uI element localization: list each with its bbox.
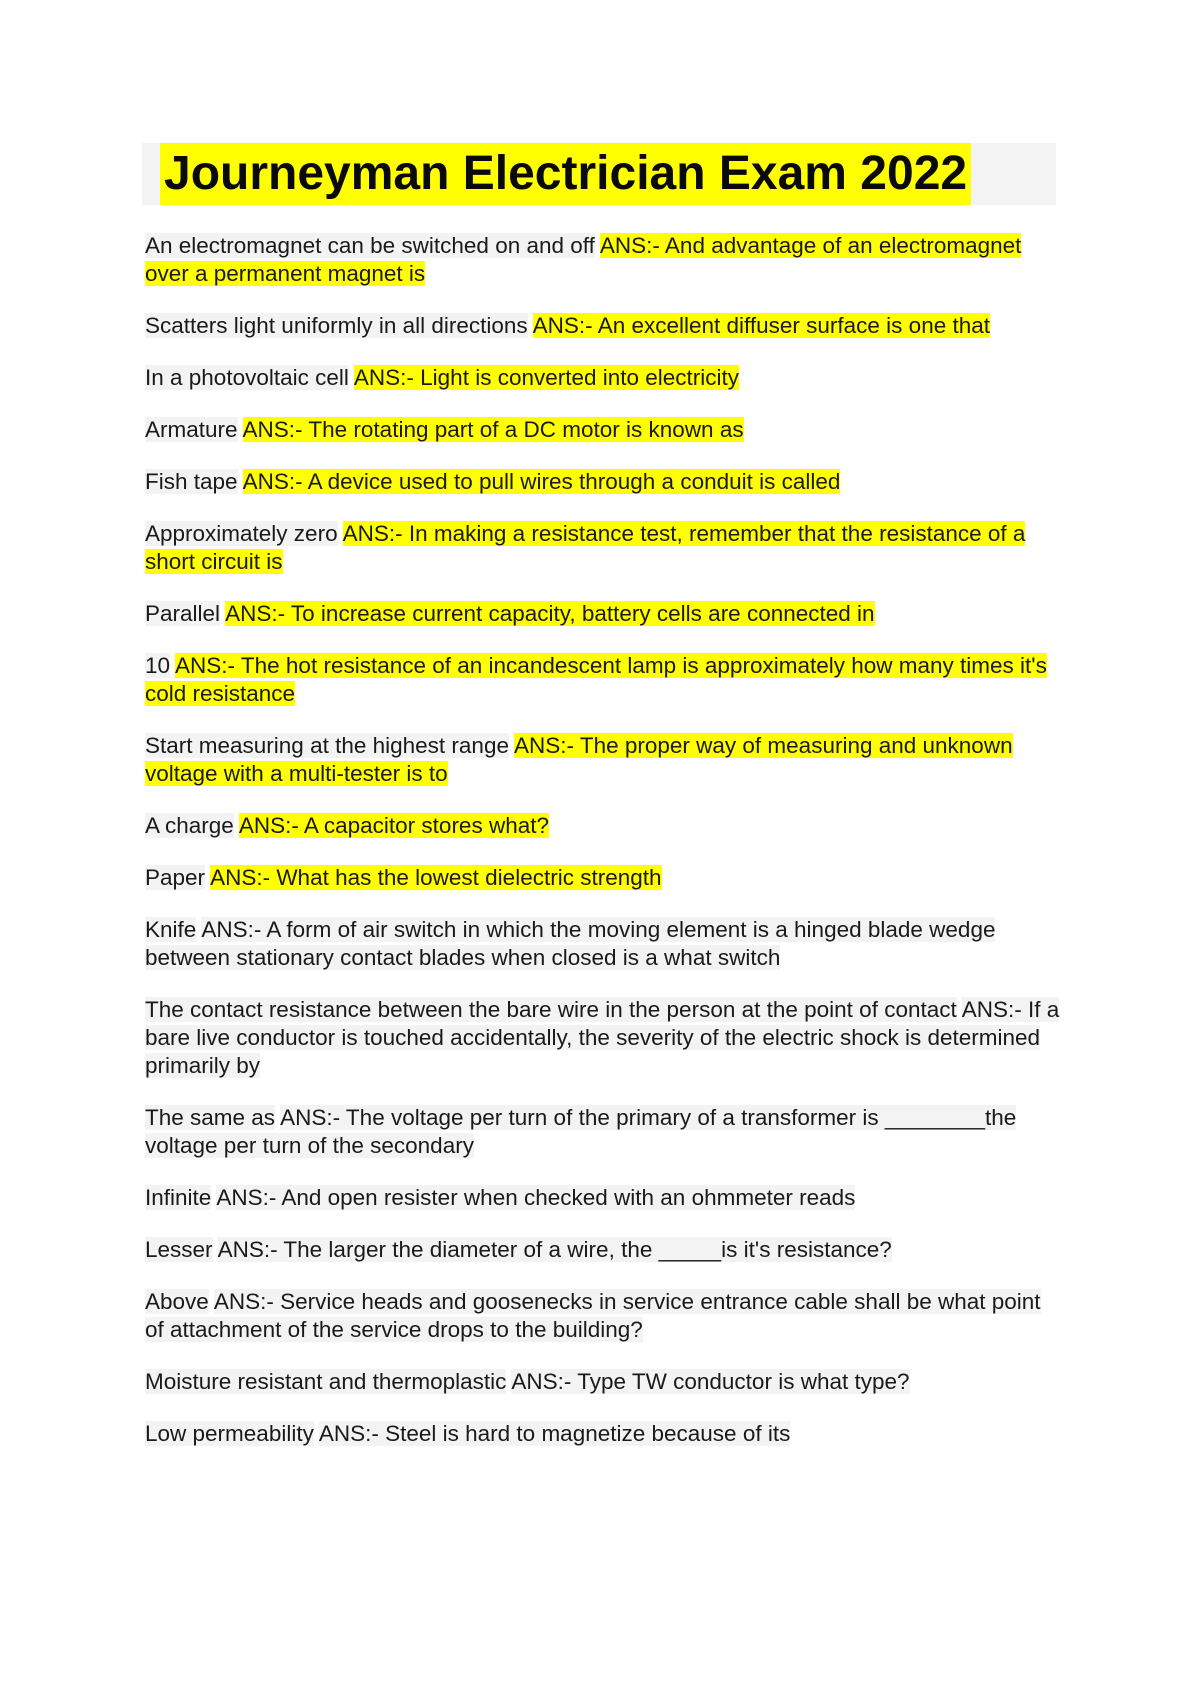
qa-item — [145, 468, 1065, 496]
answer-text: Infinite — [145, 1185, 212, 1210]
qa-item — [145, 364, 1065, 392]
document-title: Journeyman Electrician Exam 2022 — [160, 143, 971, 205]
question-text: ANS:- A form of air switch in which the moving element is a hinged blade wedge between stationary contact blades when closed is a what switch — [145, 917, 996, 970]
question-text: ANS:- Light is converted into electricity — [353, 365, 740, 390]
answer-text: Above — [145, 1289, 209, 1314]
answer-text: An electromagnet can be switched on and off — [145, 233, 595, 258]
qa-item — [145, 732, 1065, 788]
qa-item — [145, 1288, 1065, 1344]
answer-text: Armature — [145, 417, 238, 442]
question-text: ANS:- A capacitor stores what? — [238, 813, 549, 838]
qa-item — [145, 1104, 1065, 1160]
qa-item — [145, 600, 1065, 628]
question-text: ANS:- To increase current capacity, battery cells are connected in — [225, 601, 875, 626]
answer-text: Fish tape — [145, 469, 238, 494]
qa-item — [145, 1420, 1065, 1448]
answer-text: Low permeability — [145, 1421, 314, 1446]
question-text: ANS:- In making a resistance test, remember that the resistance of a short circuit is — [145, 521, 1026, 574]
qa-item — [145, 1368, 1065, 1396]
answer-text: Approximately zero — [145, 521, 338, 546]
question-text: ANS:- And advantage of an electromagnet over a permanent magnet is — [145, 233, 1022, 286]
answer-text: Parallel — [145, 601, 221, 626]
answer-text: 10 — [145, 653, 171, 678]
answer-text: A charge — [145, 813, 234, 838]
question-text: ANS:- Service heads and goosenecks in service entrance cable shall be what point of attachment of the service drops to the building? — [145, 1289, 1041, 1342]
qa-item — [145, 652, 1065, 708]
question-text: ANS:- The proper way of measuring and unknown voltage with a multi-tester is to — [145, 733, 1013, 786]
answer-text: Paper — [145, 865, 206, 890]
question-text: ANS:- A device used to pull wires through a conduit is called — [242, 469, 841, 494]
answer-text: Start measuring at the highest range — [145, 733, 509, 758]
answer-text: Knife — [145, 917, 197, 942]
question-text: ANS:- Type TW conductor is what type? — [511, 1369, 910, 1394]
question-text: ANS:- If a bare live conductor is touched accidentally, the severity of the electric shock is determined primarily by — [145, 997, 1060, 1078]
question-text: ANS:- The larger the diameter of a wire, the _____is it's resistance? — [217, 1237, 892, 1262]
qa-item — [145, 520, 1065, 576]
qa-item — [145, 416, 1065, 444]
qa-item — [145, 1184, 1065, 1212]
qa-list — [145, 232, 1065, 1448]
answer-text: Lesser — [145, 1237, 213, 1262]
question-text: ANS:- And open resister when checked with an ohmmeter reads — [216, 1185, 856, 1210]
question-text: ANS:- The rotating part of a DC motor is known as — [242, 417, 744, 442]
question-text: ANS:- Steel is hard to magnetize because of its — [318, 1421, 791, 1446]
question-text: ANS:- The voltage per turn of the primary of a transformer is ________the voltage per turn of the secondary — [145, 1105, 1017, 1158]
question-text: ANS:- The hot resistance of an incandescent lamp is approximately how many times it's cold resistance — [145, 653, 1047, 706]
qa-item — [145, 312, 1065, 340]
question-text: ANS:- An excellent diffuser surface is one that — [532, 313, 990, 338]
qa-item — [145, 812, 1065, 840]
qa-item — [145, 916, 1065, 972]
answer-text: In a photovoltaic cell — [145, 365, 349, 390]
qa-item — [145, 864, 1065, 892]
question-text: ANS:- What has the lowest dielectric strength — [210, 865, 662, 890]
answer-text: Moisture resistant and thermoplastic — [145, 1369, 507, 1394]
answer-text: Scatters light uniformly in all directions — [145, 313, 528, 338]
answer-text: The same as — [145, 1105, 276, 1130]
qa-item — [145, 996, 1065, 1080]
qa-item — [145, 1236, 1065, 1264]
answer-text: The contact resistance between the bare wire in the person at the point of contact — [145, 997, 957, 1022]
qa-item — [145, 232, 1065, 288]
